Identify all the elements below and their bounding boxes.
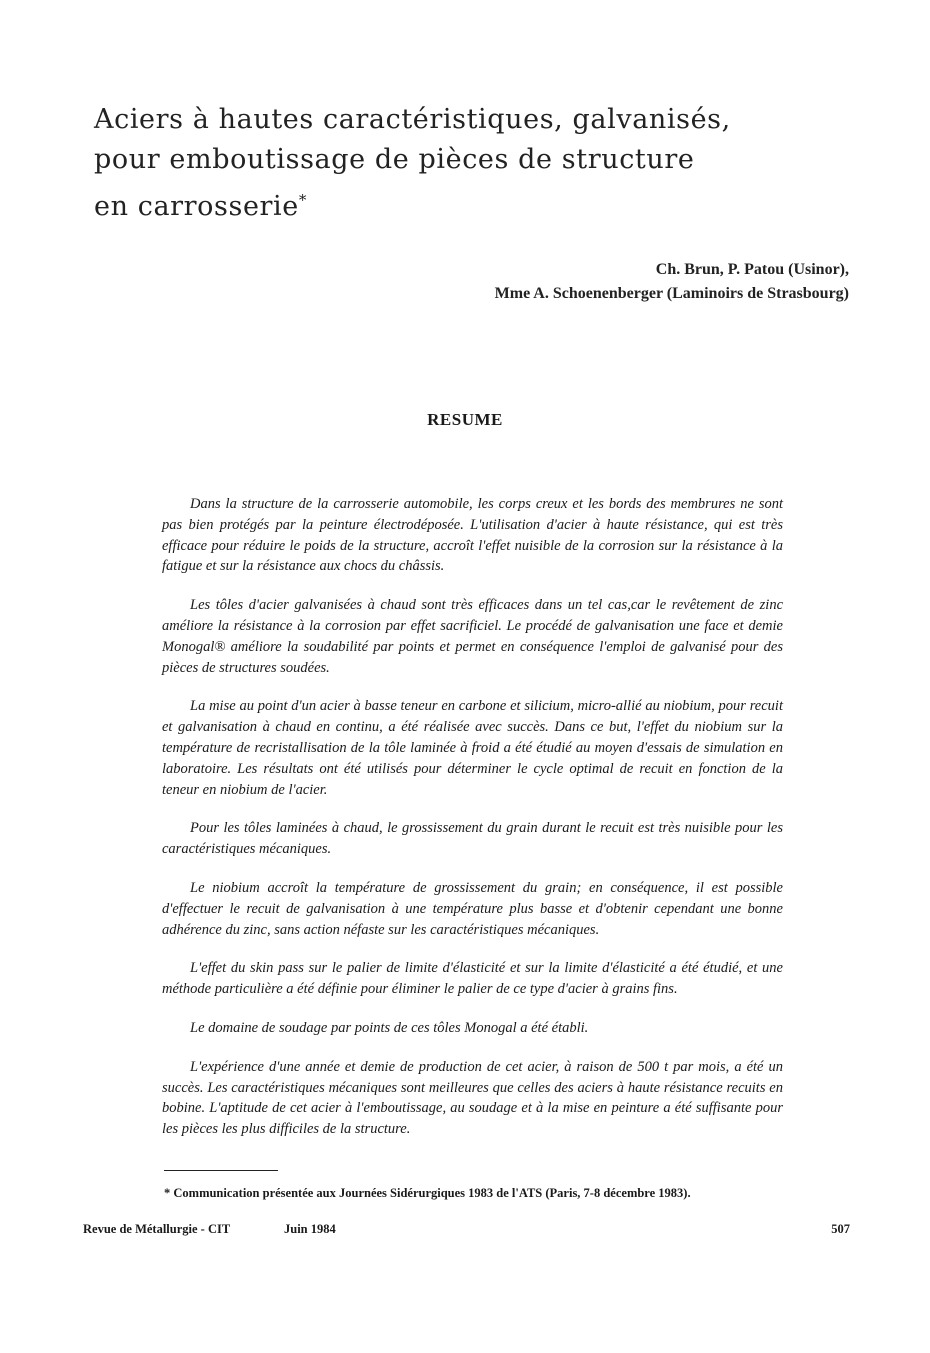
abstract-paragraph: Dans la structure de la carrosserie automobile, les corps creux et les bords des membrures ne sont pas bien protégés par la peinture électrodéposée. L'utilisation d'acier à haute résistance, qui est très efficace pour réduire le poids de la structure, accroît l'effet nuisible de la corrosion sur la résistance à la fatigue et sur la résistance aux chocs du châssis.	[162, 496, 783, 575]
issue-date: Juin 1984	[284, 1222, 336, 1236]
article-title	[94, 100, 854, 227]
authors-block	[495, 258, 849, 306]
title-footnote-mark: *	[298, 191, 307, 209]
authors-line-2: Mme A. Schoenenberger (Laminoirs de Strasbourg)	[494, 285, 849, 302]
abstract-paragraph: Pour les tôles laminées à chaud, le grossissement du grain durant le recuit est très nuisible pour les caractéristiques mécaniques.	[162, 820, 783, 858]
abstract-paragraph: La mise au point d'un acier à basse teneur en carbone et silicium, micro-allié au niobium, pour recuit et galvanisation à chaud en continu, a été réalisée avec succès. Dans ce but, l'effet du niobium sur la température de recristallisation de la tôle laminée à froid a été étudié au moyen d'essais de simulation en laboratoire. Les résultats ont été utilisés pour déterminer le cycle optimal de recuit en fonction de la teneur en niobium de l'acier.	[162, 698, 783, 798]
title-line-2: pour emboutissage de pièces de structure	[94, 144, 695, 175]
abstract-paragraph: L'effet du skin pass sur le palier de limite d'élasticité et sur la limite d'élasticité a été étudié, et une méthode particulière a été définie pour éliminer le palier de ce type d'acier à grains fins.	[162, 960, 783, 998]
journal-name: Revue de Métallurgie - CIT	[83, 1222, 231, 1236]
abstract-paragraph: L'expérience d'une année et demie de production de cet acier, à raison de 500 t par mois, a été un succès. Les caractéristiques mécaniques sont meilleures que celles des aciers à haute résistance recuits en bobine. L'aptitude de cet acier à l'emboutissage, au soudage et à la mise en peinture a été suffisante pour les pièces les plus difficiles de la structure.	[162, 1058, 783, 1138]
footnote: * Communication présentée aux Journées Sidérurgiques 1983 de l'ATS (Paris, 7-8 décembre 1983).	[164, 1186, 691, 1200]
abstract-paragraph: Le domaine de soudage par points de ces tôles Monogal a été établi.	[190, 1019, 589, 1036]
title-line-3	[94, 180, 854, 227]
abstract-heading: RESUME	[427, 410, 503, 429]
page-number: 507	[831, 1222, 850, 1236]
title-line-3-text: en carrosserie	[94, 191, 299, 222]
abstract-paragraph: Le niobium accroît la température de grossissement du grain; en conséquence, il est possible d'effectuer le recuit de galvanisation à une température plus basse et d'obtenir cependant une bonne adhérence du zinc, sans action néfaste sur les caractéristiques mécaniques.	[162, 879, 783, 938]
title-line-1: Aciers à hautes caractéristiques, galvanisés,	[94, 104, 731, 135]
abstract-paragraph: Les tôles d'acier galvanisées à chaud sont très efficaces dans un tel cas,car le revêtement de zinc améliore la résistance à la corrosion par effet sacrificiel. Le procédé de galvanisation une face et demie Monogal® améliore la soudabilité par points et permet en conséquence l'emploi de galvanisé pour des pièces de structures soudées.	[162, 597, 783, 676]
authors-line-1: Ch. Brun, P. Patou (Usinor),	[655, 261, 849, 278]
abstract-body	[162, 494, 783, 1158]
footnote-divider	[164, 1170, 278, 1171]
